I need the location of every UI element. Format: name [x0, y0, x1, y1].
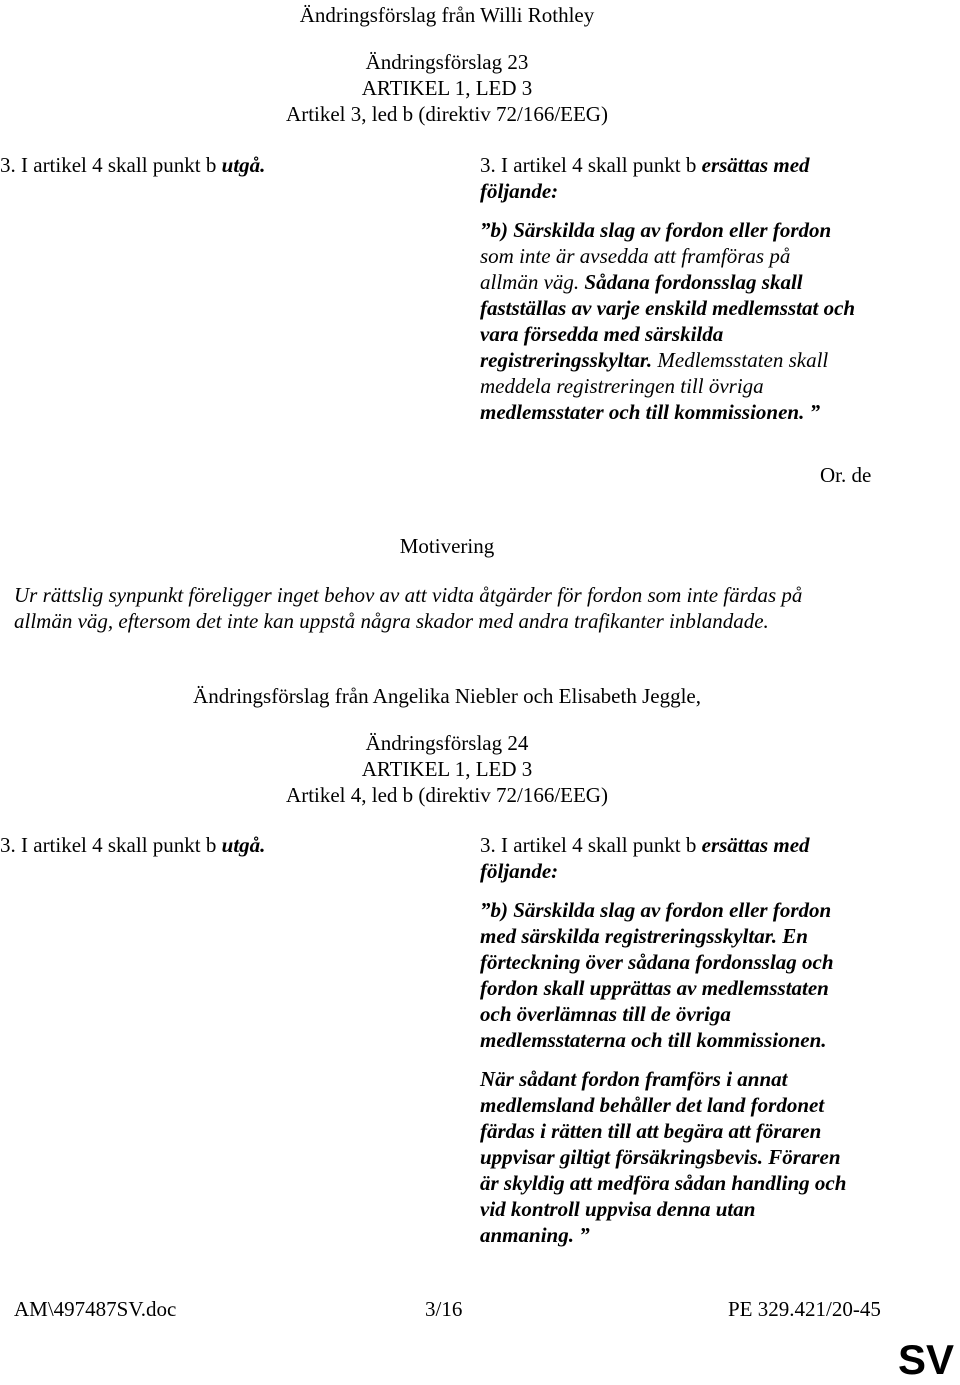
- amendment-23-article: ARTIKEL 1, LED 3: [361, 76, 533, 100]
- footer-document-reference: AM\497487SV.doc: [14, 1297, 177, 1321]
- amendment-24-article: ARTIKEL 1, LED 3: [361, 757, 533, 781]
- amendment-24-author-heading: Ändringsförslag från Angelika Niebler och Elisabeth Jeggle,: [193, 684, 701, 708]
- amendment-24-amended-text: 3. I artikel 4 skall punkt b ersättas med följande: ”b) Särskilda slag av fordon eller fordon med särskilda registreringsskyltar. En förteckning över sådana fordonsslag och fordon skall upprättas av medlemsstaten och överlämnas till de övriga medlemsstaterna och till kommissionen. När sådant fordon framförs i annat medlemsland behåller det land fordonet färdas i rätten till att begära att föraren uppvisar giltigt försäkringsbevis. Föraren är skyldig att medföra sådan handling och vid kontroll uppvisa denna utan anmaning. ”: [480, 832, 900, 1248]
- amendment-24-number: Ändringsförslag 24: [365, 731, 529, 755]
- amendment-24-original-text: 3. I artikel 4 skall punkt b utgå.: [0, 833, 266, 857]
- amendment-24-paragraph-2: När sådant fordon framförs i annat medlemsland behåller det land fordonet färdas i rätten till att begära att föraren uppvisar giltigt försäkringsbevis. Föraren är skyldig att medföra sådan handling och vid kontroll uppvisa denna utan anmaning. ”: [480, 1067, 847, 1247]
- motivation-line-2: allmän väg, eftersom det inte kan uppstå några skador med andra trafikanter inblandade.: [14, 609, 769, 633]
- motivation-heading: Motivering: [399, 534, 495, 558]
- amendment-23-original-text: 3. I artikel 4 skall punkt b utgå.: [0, 153, 266, 177]
- footer-pe-reference: PE 329.421/20-45: [728, 1297, 881, 1321]
- motivation-line-1: Ur rättslig synpunkt föreligger inget behov av att vidta åtgärder för fordon som inte färdas på: [14, 583, 803, 607]
- original-language-note: Or. de: [820, 463, 872, 487]
- amendment-23-amended-text: 3. I artikel 4 skall punkt b ersättas med följande: ”b) Särskilda slag av fordon eller fordon som inte är avsedda att framföras på allmän väg. Sådana fordonsslag skall fastställas av varje enskild medlemsstat och vara försedda med särskilda registreringsskyltar. Medlemsstaten skall meddela registreringen till övriga medlemsstater och till kommissionen. ”: [480, 153, 856, 424]
- amendment-23-author-heading: Ändringsförslag från Willi Rothley: [299, 3, 595, 27]
- footer-language-code: SV: [898, 1336, 955, 1383]
- amendment-23-number: Ändringsförslag 23: [365, 50, 529, 74]
- amendment-23-reference: Artikel 3, led b (direktiv 72/166/EEG): [286, 102, 608, 126]
- amendment-24-reference: Artikel 4, led b (direktiv 72/166/EEG): [286, 783, 608, 807]
- footer-page-number: 3/16: [425, 1297, 463, 1321]
- amendment-24-paragraph-1: ”b) Särskilda slag av fordon eller fordon med särskilda registreringsskyltar. En förteckning över sådana fordonsslag och fordon skall upprättas av medlemsstaten och överlämnas till de övriga medlemsstaterna och till kommissionen.: [480, 898, 834, 1052]
